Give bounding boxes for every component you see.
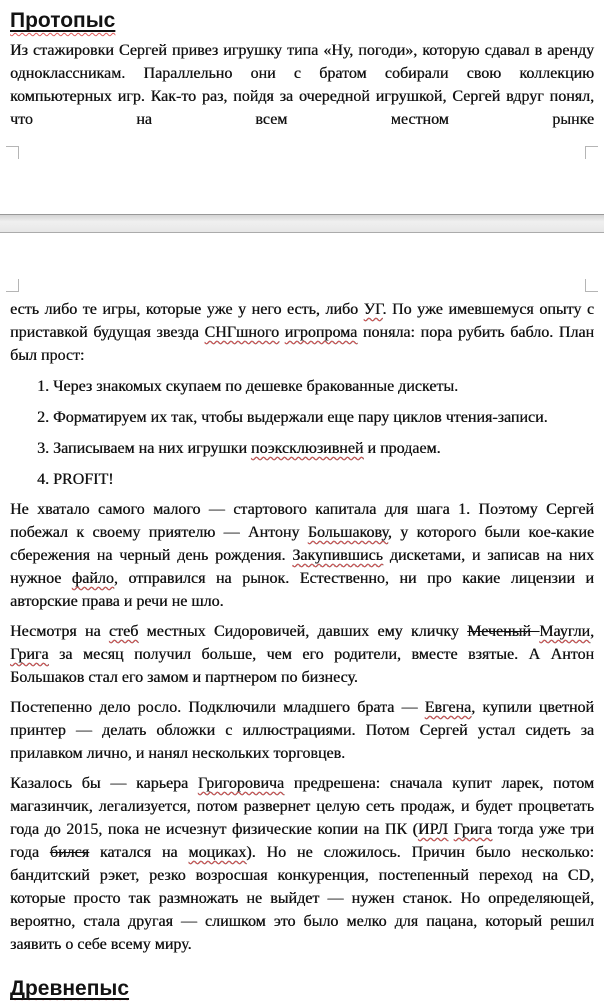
page-break	[10, 131, 594, 298]
text-run: поняла: пора рубить бабло. План был прост:	[10, 324, 595, 364]
text-run: есть либо те игры, которые уже у него есть, либо	[10, 301, 364, 318]
misspelled-heading-word: Древнепыс	[10, 977, 130, 1000]
list-number: 3.	[37, 440, 49, 457]
heading-drevnepys[interactable]	[10, 976, 129, 1001]
misspelled-word: Евгена	[424, 699, 472, 716]
page2-top-right-margin-mark-icon	[585, 279, 598, 292]
list-item-4[interactable]	[10, 468, 594, 491]
misspelled-word: Большакову	[307, 524, 388, 541]
list-item-text	[53, 437, 594, 460]
text-run: катался на	[88, 844, 189, 861]
text-run: Через знакомых скупаем по дешевке бракованные дискеты.	[53, 378, 459, 395]
paragraph-startup-capital[interactable]	[10, 498, 594, 613]
text-run: , купили цветной принтер — делать обложки с иллюстрациями. Потом Сергей устал сидеть за прилавком лично, и нанял нескольких торговцев.	[10, 699, 594, 762]
list-item-text	[53, 468, 594, 491]
paragraph-toy-rental[interactable]	[10, 39, 594, 131]
misspelled-word: моциках	[188, 844, 247, 861]
misspelled-word: ИРЛ	[417, 821, 448, 838]
list-item-text	[53, 375, 594, 398]
list-item-text	[53, 406, 594, 429]
text-run: Постепенно дело росло. Подключили младшего брата —	[10, 699, 425, 716]
paragraph-business-growth[interactable]	[10, 696, 594, 765]
page2-top-left-margin-mark-icon	[6, 279, 19, 292]
text-run: предрешена: сначала купит ларек, потом магазинчик, легализуется, потом развернет целую сеть продаж, и будет процветать года до 2015, пока не исчезнут физические копии на ПК (	[10, 775, 594, 838]
text-run: местных Сидоровичей, давших ему кличку	[138, 623, 468, 640]
text-run: за месяц получил больше, чем его родители, вместе взятые. А Антон Большаков стал его замом и партнером по бизнесу.	[10, 646, 594, 686]
list-number: 2.	[37, 409, 49, 426]
text-run: тогда уже три года	[10, 821, 594, 861]
page1-bottom-right-margin-mark-icon	[585, 146, 598, 159]
list-number: 4.	[37, 471, 49, 488]
misspelled-word: СНГшного	[204, 324, 279, 341]
text-run: Из стажировки Сергей привез игрушку типа «Ну, погоди», которую сдавал в аренду одноклассникам. Параллельно они с братом собирали свою коллекцию компьютерных игр. Как-то раз, пойдя за очередной игрушкой, Сергей вдруг понял, что на всем местном рынке	[10, 42, 594, 128]
text-run: . По уже имевшемуся опыту с приставкой будущая звезда	[10, 301, 594, 341]
text-run: ). Но не сложилось. Причин было несколько: бандитский рэкет, резко возросшая конкуренция, постепенный переход на CD, которые просто так размножать не выйдет — нужен станок. Но определяющей, вероятно, стала другая — слишком это было мелко для пацана, который решил заявить о себе всему миру.	[10, 844, 594, 953]
misspelled-word: Грига	[453, 821, 493, 838]
text-run: ,	[590, 623, 595, 640]
text-run: Записываем на них игрушки	[53, 440, 251, 457]
misspelled-word: стеб	[108, 623, 139, 640]
text-run: Несмотря на	[10, 623, 109, 640]
misspelled-word: Григоровича	[197, 775, 285, 792]
paragraph-nickname[interactable]	[10, 620, 594, 689]
text-run: дискетами, и записав на них нужное	[10, 547, 594, 587]
list-item-2[interactable]	[10, 406, 594, 429]
text-run: Казалось бы — карьера	[10, 775, 198, 792]
paragraph-career-outcome[interactable]	[10, 772, 594, 956]
paragraph-plan-intro[interactable]	[10, 298, 594, 367]
heading-underline-wrap	[10, 977, 129, 1000]
list-item-1[interactable]	[10, 375, 594, 398]
text-run: Не хватало самого малого — стартового капитала для шага 1. Поэтому Сергей побежал к своему приятелю — Антону	[10, 501, 594, 541]
text-run: Форматируем их так, чтобы выдержали еще пару циклов чтения-записи.	[53, 409, 548, 426]
misspelled-word: Закупившись	[292, 547, 383, 564]
misspelled-heading-word: Протопыс	[10, 9, 116, 32]
list-number: 1.	[37, 378, 49, 395]
text-run: и продаем.	[363, 440, 441, 457]
misspelled-word: Маугли	[539, 623, 591, 640]
misspelled-word: игропрома	[284, 324, 358, 341]
misspelled-word: Грига	[10, 646, 49, 663]
section-heading-block-2	[10, 968, 594, 1001]
heading-protopys[interactable]	[10, 8, 115, 33]
struck-word: бился	[49, 844, 89, 861]
text-run: PROFIT!	[53, 471, 114, 488]
misspelled-word: УГ	[363, 301, 383, 318]
text-run: , у которого были кое-какие сбережения на черный день рождения.	[10, 524, 594, 564]
misspelled-word: файло	[71, 570, 114, 587]
heading-underline-wrap	[10, 9, 115, 32]
misspelled-word: поэксклюзивней	[250, 440, 364, 457]
list-item-3[interactable]	[10, 437, 594, 460]
page1-bottom-left-margin-mark-icon	[6, 146, 19, 159]
page-gap-band	[0, 214, 604, 233]
text-run: , отправился на рынок. Естественно, ни про какие лицензии и авторские права и речи не шло.	[10, 570, 594, 610]
struck-word: Меченый	[467, 623, 540, 640]
section-heading-block-1	[10, 0, 594, 33]
